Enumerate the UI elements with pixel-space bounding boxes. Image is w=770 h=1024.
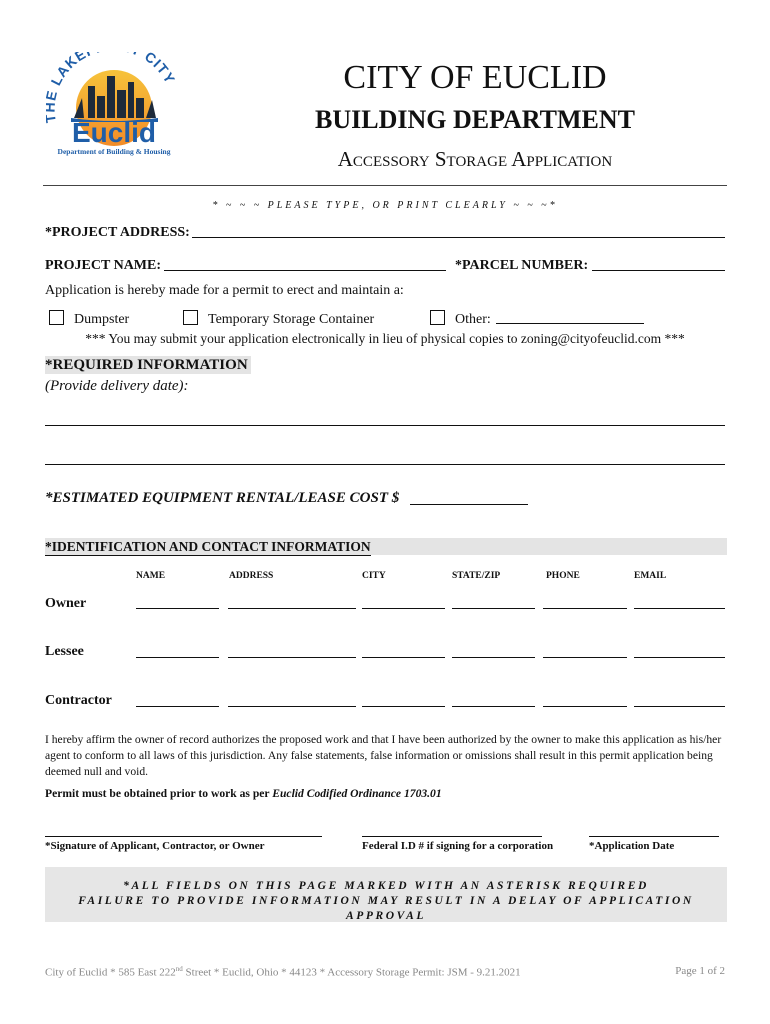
owner-phone-field[interactable] — [543, 608, 627, 609]
title-city: CITY OF EUCLID — [343, 59, 607, 96]
rental-cost-label: *ESTIMATED EQUIPMENT RENTAL/LEASE COST $ — [45, 490, 400, 506]
page-number: Page 1 of 2 — [675, 965, 725, 977]
logo-arc-text: LAKE CITY — [47, 52, 179, 89]
contractor-city-field[interactable] — [362, 706, 445, 707]
footer-address-sup: nd — [175, 965, 183, 973]
contractor-email-field[interactable] — [634, 706, 725, 707]
storage-container-option[interactable] — [183, 310, 374, 328]
project-address-label: *PROJECT ADDRESS: — [45, 225, 190, 240]
permit-ordinance: Euclid Codified Ordinance 1703.01 — [272, 787, 442, 800]
storage-container-checkbox[interactable] — [183, 310, 198, 325]
title-department: BUILDING DEPARTMENT — [314, 105, 636, 134]
column-state-zip: STATE/ZIP — [452, 571, 501, 581]
footer-address-suffix: Street * Euclid, Ohio * 44123 * Accessory Storage Permit: JSM - 9.21.2021 — [182, 966, 521, 979]
required-info-heading: *REQUIRED INFORMATION — [45, 356, 251, 374]
project-name-label: PROJECT NAME: — [45, 258, 162, 273]
owner-city-field[interactable] — [362, 608, 445, 609]
federal-id-label: Federal I.D # if signing for a corporation — [362, 840, 554, 852]
print-clearly-note: * ~ ~ ~ PLEASE TYPE, OR PRINT CLEARLY ~ ~ ~* — [212, 200, 558, 211]
lessee-row-label: Lessee — [45, 644, 84, 659]
dumpster-checkbox[interactable] — [49, 310, 64, 325]
submit-electronically-note: *** You may submit your application electronically in lieu of physical copies to zoning@cityofeuclid.com *** — [85, 331, 685, 346]
lessee-name-field[interactable] — [136, 657, 219, 658]
applicant-signature-field[interactable] — [45, 836, 322, 837]
header-divider — [43, 185, 727, 186]
footer-address — [45, 965, 521, 979]
permit-requirement — [45, 787, 442, 800]
lessee-email-field[interactable] — [634, 657, 725, 658]
applicant-signature-label: *Signature of Applicant, Contractor, or Owner — [45, 840, 265, 852]
application-statement: Application is hereby made for a permit to erect and maintain a: — [45, 283, 404, 298]
parcel-number-field[interactable] — [592, 257, 725, 271]
column-city: CITY — [362, 571, 386, 581]
footer-address-prefix: City of Euclid * 585 East 222 — [45, 966, 176, 979]
federal-id-field[interactable] — [362, 836, 542, 837]
parcel-number-label: *PARCEL NUMBER: — [455, 258, 589, 273]
lessee-state-zip-field[interactable] — [452, 657, 535, 658]
owner-address-field[interactable] — [228, 608, 356, 609]
dumpster-option[interactable] — [49, 310, 129, 328]
other-option[interactable] — [430, 310, 491, 328]
permit-requirement-prefix: Permit must be obtained prior to work as per — [45, 787, 273, 800]
project-name-field[interactable] — [164, 257, 446, 271]
owner-email-field[interactable] — [634, 608, 725, 609]
other-label: Other: — [455, 312, 491, 327]
lessee-city-field[interactable] — [362, 657, 445, 658]
owner-state-zip-field[interactable] — [452, 608, 535, 609]
owner-name-field[interactable] — [136, 608, 219, 609]
other-checkbox[interactable] — [430, 310, 445, 325]
notice-line-1: *ALL FIELDS ON THIS PAGE MARKED WITH AN ASTERISK REQUIRED — [123, 880, 649, 892]
column-address: ADDRESS — [229, 571, 274, 581]
application-date-field[interactable] — [589, 836, 719, 837]
lessee-phone-field[interactable] — [543, 657, 627, 658]
required-info-line-1[interactable] — [45, 425, 725, 426]
other-field[interactable] — [496, 311, 644, 324]
contractor-state-zip-field[interactable] — [452, 706, 535, 707]
application-date-label: *Application Date — [589, 840, 675, 852]
required-fields-notice — [45, 867, 727, 922]
logo-sub: Department of Building & Housing — [57, 147, 171, 156]
affirmation-text: I hereby affirm the owner of record authorizes the proposed work and that I have been authorized by the owner to make this application as his/her agent to conform to all laws of this jurisdiction. Any false statements, false information or omissions shall result in this permit application being deemed null and void. — [45, 733, 722, 778]
owner-row-label: Owner — [45, 596, 87, 611]
dumpster-label: Dumpster — [74, 312, 130, 327]
rental-cost-field[interactable] — [410, 490, 528, 505]
title-form: Accessory Storage Application — [337, 147, 613, 171]
city-logo — [46, 52, 181, 162]
contact-heading: *IDENTIFICATION AND CONTACT INFORMATION — [45, 539, 371, 554]
contractor-name-field[interactable] — [136, 706, 219, 707]
delivery-date-hint: (Provide delivery date): — [45, 378, 189, 394]
storage-container-label: Temporary Storage Container — [208, 312, 375, 327]
contractor-phone-field[interactable] — [543, 706, 627, 707]
project-address-field[interactable] — [192, 224, 725, 238]
logo-name: Euclid — [71, 117, 157, 148]
column-email: EMAIL — [634, 571, 667, 581]
contractor-row-label: Contractor — [45, 693, 112, 708]
notice-line-2: FAILURE TO PROVIDE INFORMATION MAY RESULT IN A DELAY OF APPLICATION APPROVAL — [78, 895, 694, 922]
contractor-address-field[interactable] — [228, 706, 356, 707]
required-info-line-2[interactable] — [45, 464, 725, 465]
column-name: NAME — [136, 571, 166, 581]
lessee-address-field[interactable] — [228, 657, 356, 658]
column-phone: PHONE — [546, 571, 580, 581]
